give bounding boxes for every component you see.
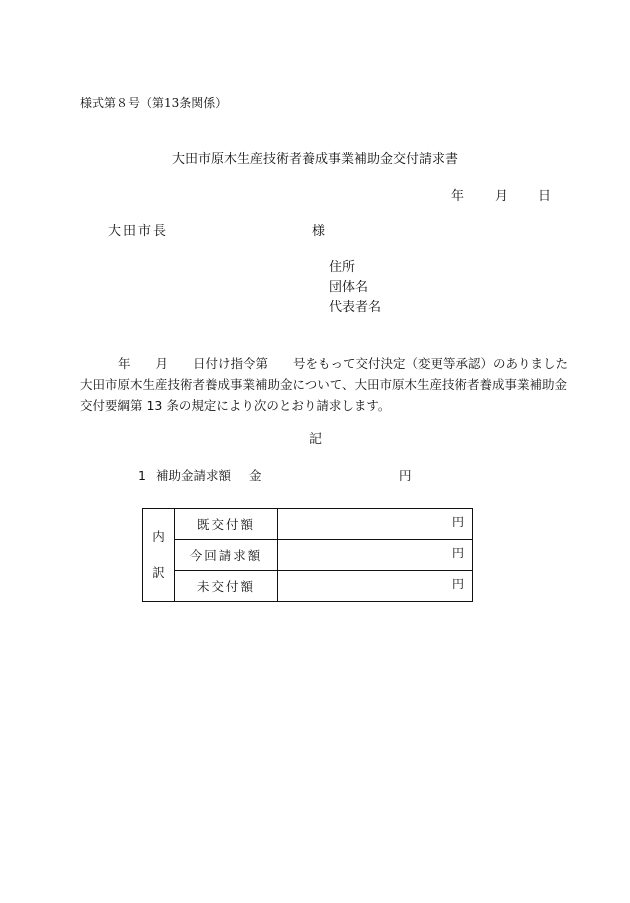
request-body-text <box>80 353 569 416</box>
row-label: 未交付額 <box>175 571 278 602</box>
table-row <box>143 571 473 602</box>
side-label-top: 内 <box>152 529 165 544</box>
yen-unit: 円 <box>451 515 464 529</box>
applicant-organization-label: 団体名 <box>329 280 369 295</box>
breakdown-table <box>142 508 473 602</box>
applicant-address-label: 住所 <box>329 260 356 275</box>
amount-field[interactable] <box>278 509 473 540</box>
body-line: 大田市原木生産技術者養成事業補助金について、大田市原木生産技術者養成事業補助金 <box>80 377 568 392</box>
side-label-bottom: 訳 <box>152 565 165 580</box>
date-month-label: 月 <box>495 189 509 204</box>
table-row <box>143 540 473 571</box>
addressee-honorific: 様 <box>312 224 326 239</box>
table-row <box>143 509 473 540</box>
applicant-representative-label: 代表者名 <box>329 300 382 315</box>
item-yen-unit: 円 <box>399 468 412 483</box>
date-day-label: 日 <box>538 189 552 204</box>
form-number: 様式第８号（第13条関係） <box>80 96 228 110</box>
ki-heading: 記 <box>309 432 323 447</box>
yen-unit: 円 <box>451 577 464 591</box>
amount-field[interactable] <box>278 540 473 571</box>
yen-unit: 円 <box>451 546 464 560</box>
body-line: 交付要綱第 13 条の規定により次のとおり請求します。 <box>80 398 391 413</box>
date-year-label: 年 <box>451 189 465 204</box>
item-number: 1 <box>138 468 146 483</box>
document-title: 大田市原木生産技術者養成事業補助金交付請求書 <box>171 152 458 167</box>
row-label: 既交付額 <box>175 509 278 540</box>
amount-field[interactable] <box>278 571 473 602</box>
body-line: 年 月 日付け指令第 号をもって交付決定（変更等承認）のありました <box>118 356 569 371</box>
item-kin: 金 <box>249 468 262 483</box>
item-label: 補助金請求額 <box>156 468 232 483</box>
row-label: 今回請求額 <box>175 540 278 571</box>
breakdown-side-label <box>143 509 175 602</box>
addressee-name: 大田市長 <box>108 224 169 239</box>
